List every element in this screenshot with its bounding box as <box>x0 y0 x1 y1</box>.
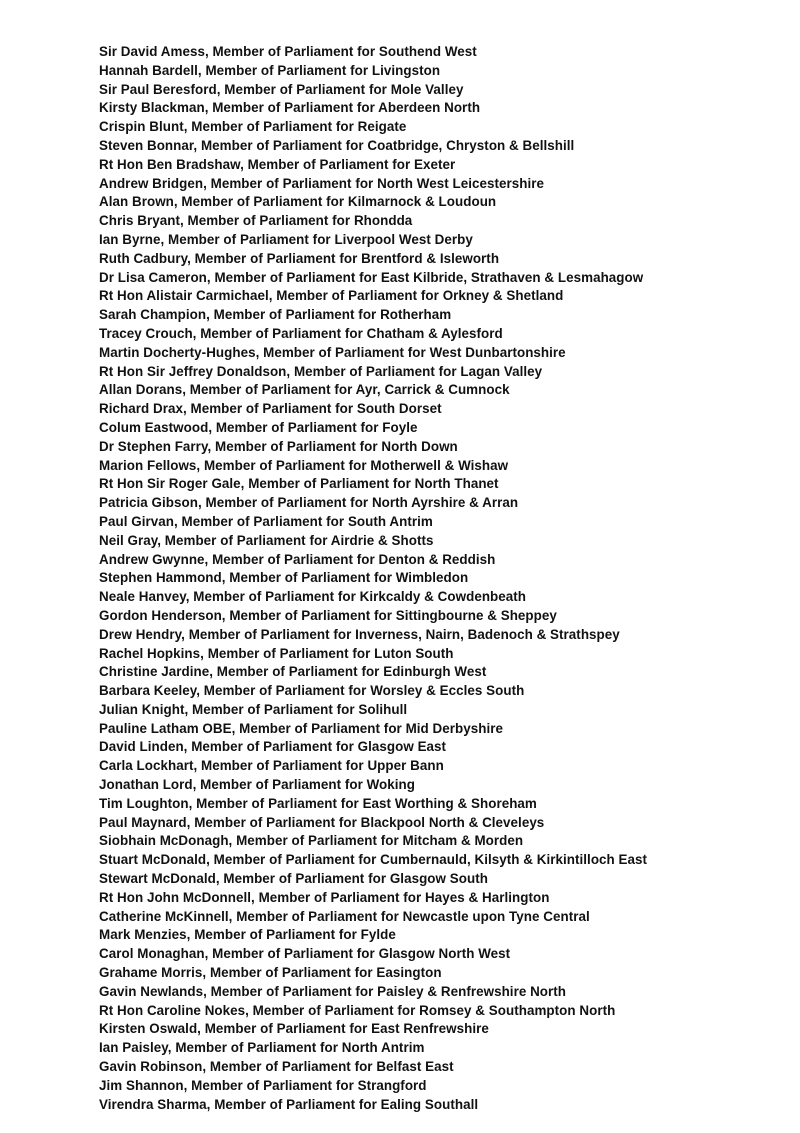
signatory-line: Richard Drax, Member of Parliament for South Dorset <box>99 401 442 417</box>
signatory-line: Carol Monaghan, Member of Parliament for Glasgow North West <box>99 946 511 962</box>
signatory-line: Barbara Keeley, Member of Parliament for Worsley & Eccles South <box>99 683 525 699</box>
signatory-line: Dr Stephen Farry, Member of Parliament for North Down <box>99 438 458 454</box>
signatory-line: Tracey Crouch, Member of Parliament for Chatham & Aylesford <box>99 325 503 341</box>
signatory-line: Jonathan Lord, Member of Parliament for Woking <box>99 777 416 793</box>
signatory-line: Rt Hon Ben Bradshaw, Member of Parliament for Exeter <box>99 156 456 172</box>
signatory-line: Andrew Bridgen, Member of Parliament for North West Leicestershire <box>99 175 545 191</box>
signatory-line: Andrew Gwynne, Member of Parliament for Denton & Reddish <box>99 551 496 567</box>
signatory-line: Mark Menzies, Member of Parliament for Fylde <box>99 927 396 943</box>
signatory-line: Hannah Bardell, Member of Parliament for Livingston <box>99 62 441 78</box>
signatory-line: Rachel Hopkins, Member of Parliament for Luton South <box>99 645 454 661</box>
signatory-line: Gordon Henderson, Member of Parliament for Sittingbourne & Sheppey <box>99 607 557 623</box>
signatory-line: Carla Lockhart, Member of Parliament for Upper Bann <box>99 758 444 774</box>
signatory-line: Rt Hon Caroline Nokes, Member of Parliament for Romsey & Southampton North <box>99 1002 616 1018</box>
signatory-line: Jim Shannon, Member of Parliament for Strangford <box>99 1077 427 1093</box>
signatory-line: Siobhain McDonagh, Member of Parliament for Mitcham & Morden <box>99 833 524 849</box>
signatory-line: Ian Byrne, Member of Parliament for Liverpool West Derby <box>99 231 473 247</box>
signatory-line: Rt Hon John McDonnell, Member of Parliament for Hayes & Harlington <box>99 889 550 905</box>
signatory-line: Gavin Robinson, Member of Parliament for Belfast East <box>99 1059 454 1075</box>
signatory-line: Gavin Newlands, Member of Parliament for Paisley & Renfrewshire North <box>99 983 567 999</box>
signatory-line: Ian Paisley, Member of Parliament for North Antrim <box>99 1040 425 1056</box>
signatory-line: Chris Bryant, Member of Parliament for Rhondda <box>99 213 413 229</box>
signatory-line: Alan Brown, Member of Parliament for Kilmarnock & Loudoun <box>99 194 497 210</box>
signatory-line: Stephen Hammond, Member of Parliament for Wimbledon <box>99 570 469 586</box>
signatory-line: Allan Dorans, Member of Parliament for Ayr, Carrick & Cumnock <box>99 382 510 398</box>
signatory-line: Rt Hon Sir Jeffrey Donaldson, Member of Parliament for Lagan Valley <box>99 363 543 379</box>
signatory-line: Rt Hon Sir Roger Gale, Member of Parliament for North Thanet <box>99 476 499 492</box>
signatory-line: Dr Lisa Cameron, Member of Parliament for East Kilbride, Strathaven & Lesmahagow <box>99 269 644 285</box>
signatory-line: Rt Hon Alistair Carmichael, Member of Parliament for Orkney & Shetland <box>99 288 564 304</box>
signatory-line: Virendra Sharma, Member of Parliament for Ealing Southall <box>99 1096 479 1112</box>
signatory-line: Neale Hanvey, Member of Parliament for Kirkcaldy & Cowdenbeath <box>99 589 527 605</box>
signatory-line: Catherine McKinnell, Member of Parliament for Newcastle upon Tyne Central <box>99 908 590 924</box>
signatory-line: Marion Fellows, Member of Parliament for Motherwell & Wishaw <box>99 457 509 473</box>
signatory-line: Pauline Latham OBE, Member of Parliament for Mid Derbyshire <box>99 720 504 736</box>
signatory-line: Sir David Amess, Member of Parliament for Southend West <box>99 44 477 59</box>
signatory-line: Ruth Cadbury, Member of Parliament for Brentford & Isleworth <box>99 250 500 266</box>
signatory-line: Kirsten Oswald, Member of Parliament for East Renfrewshire <box>99 1021 489 1037</box>
signatory-line: Steven Bonnar, Member of Parliament for Coatbridge, Chryston & Bellshill <box>99 137 575 153</box>
signatory-line: Sarah Champion, Member of Parliament for Rotherham <box>99 307 452 323</box>
signatory-list <box>99 43 647 1114</box>
signatory-line: Stewart McDonald, Member of Parliament for Glasgow South <box>99 871 488 887</box>
signatory-line: Martin Docherty-Hughes, Member of Parliament for West Dunbartonshire <box>99 344 566 360</box>
signatory-line: Julian Knight, Member of Parliament for Solihull <box>99 701 408 717</box>
signatory-line: Kirsty Blackman, Member of Parliament for Aberdeen North <box>99 100 481 116</box>
signatory-line: Colum Eastwood, Member of Parliament for Foyle <box>99 419 418 435</box>
signatory-line: Grahame Morris, Member of Parliament for Easington <box>99 965 442 981</box>
signatory-line: Christine Jardine, Member of Parliament for Edinburgh West <box>99 664 487 680</box>
signatory-line: Drew Hendry, Member of Parliament for Inverness, Nairn, Badenoch & Strathspey <box>99 626 620 642</box>
signatory-line: Sir Paul Beresford, Member of Parliament for Mole Valley <box>99 81 464 97</box>
signatory-line: Patricia Gibson, Member of Parliament for North Ayrshire & Arran <box>99 495 519 511</box>
signatory-line: Paul Maynard, Member of Parliament for Blackpool North & Cleveleys <box>99 814 545 830</box>
signatory-line: Stuart McDonald, Member of Parliament for Cumbernauld, Kilsyth & Kirkintilloch East <box>99 852 648 868</box>
signatory-line: David Linden, Member of Parliament for Glasgow East <box>99 739 447 755</box>
signatory-line: Tim Loughton, Member of Parliament for East Worthing & Shoreham <box>99 795 537 811</box>
signatory-line: Crispin Blunt, Member of Parliament for Reigate <box>99 119 407 135</box>
signatory-line: Paul Girvan, Member of Parliament for South Antrim <box>99 513 433 529</box>
signatory-line: Neil Gray, Member of Parliament for Airdrie & Shotts <box>99 532 434 548</box>
